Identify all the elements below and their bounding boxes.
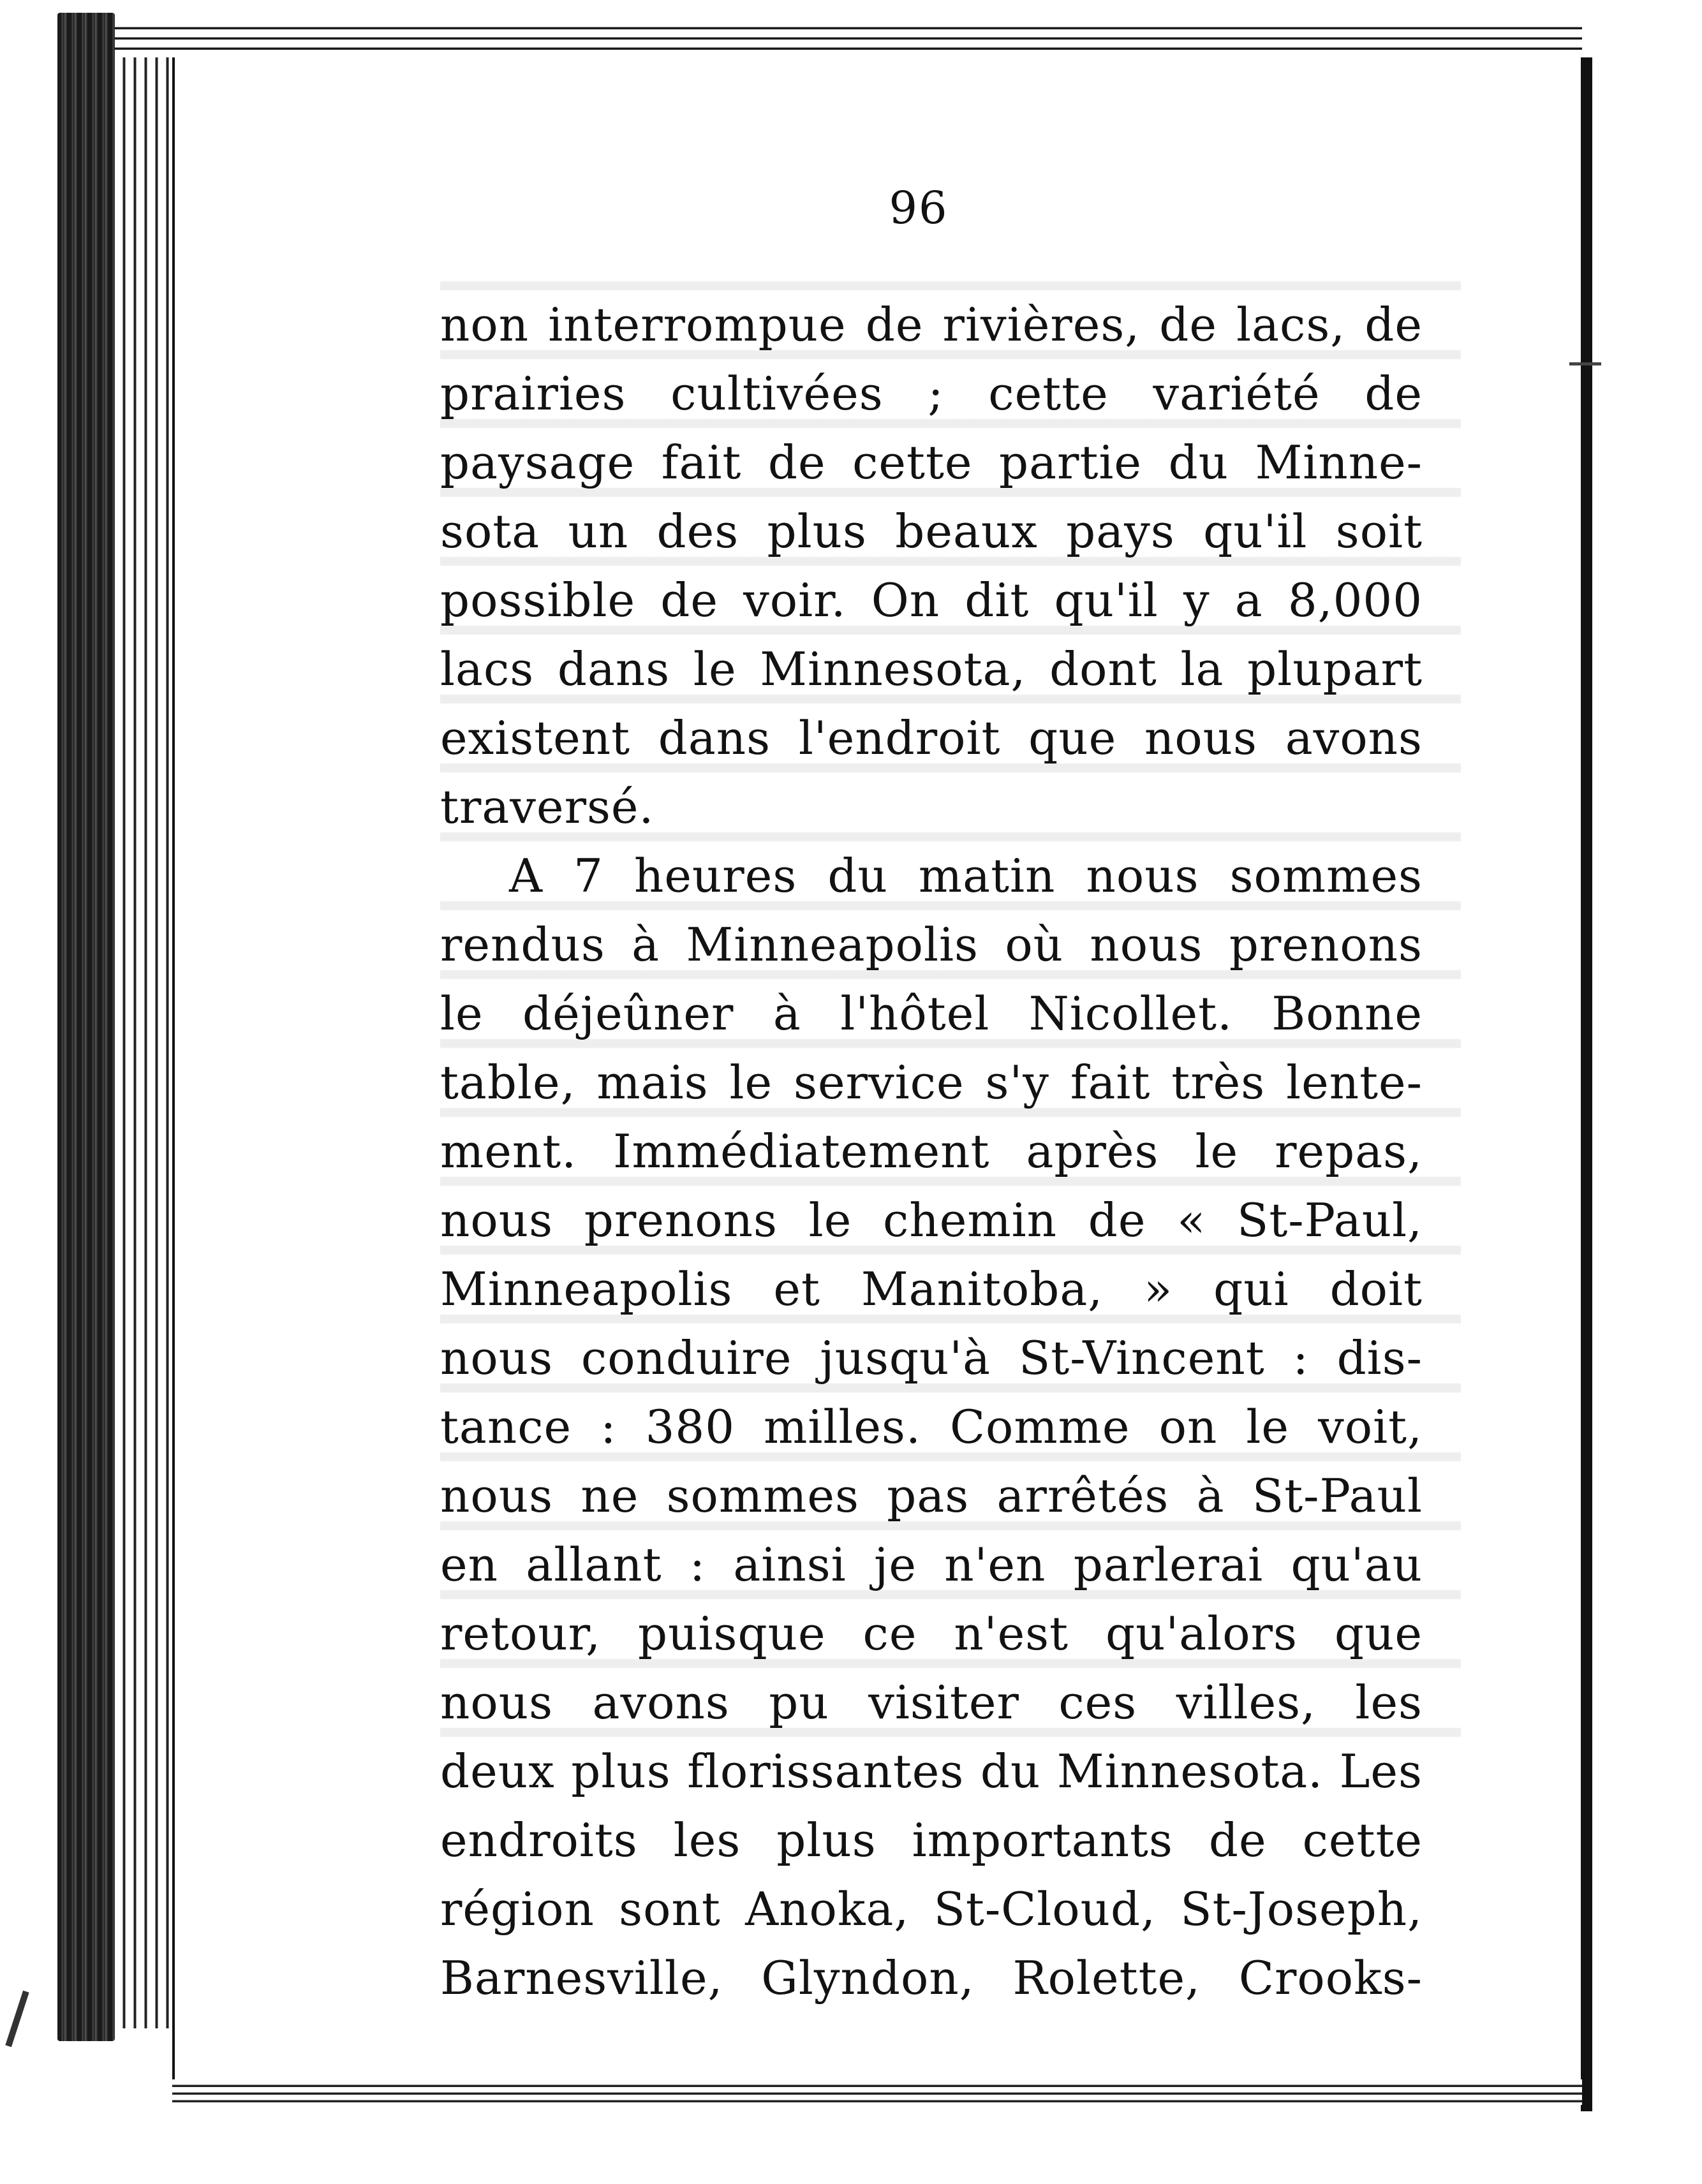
- text-line: Barnesville, Glyndon, Rolette, Crooks-: [440, 1951, 1423, 2005]
- text-line: non interrompue de rivières, de lacs, de: [440, 298, 1423, 351]
- text-line: retour, puisque ce n'est qu'alors que: [440, 1607, 1423, 1660]
- text-line: A 7 heures du matin nous sommes: [509, 849, 1423, 903]
- text-line: deux plus florissantes du Minnesota. Les: [440, 1745, 1423, 1798]
- right-page-border: [1581, 57, 1592, 2111]
- text-line: nous prenons le chemin de « St-Paul,: [440, 1193, 1423, 1247]
- body-text: [440, 290, 1423, 2012]
- text-line: nous conduire jusqu'à St-Vincent : dis-: [440, 1331, 1423, 1385]
- page-edge-stack: [57, 13, 115, 2041]
- text-line: prairies cultivées ; cette variété de: [440, 367, 1423, 420]
- text-line: nous ne sommes pas arrêtés à St-Paul: [440, 1469, 1423, 1523]
- text-line: ment. Immédiatement après le repas,: [440, 1125, 1423, 1178]
- text-line: région sont Anoka, St-Cloud, St-Joseph,: [440, 1882, 1423, 1936]
- text-line: table, mais le service s'y fait très lente-: [440, 1056, 1423, 1109]
- text-line: rendus à Minneapolis où nous prenons: [440, 918, 1423, 971]
- text-line: en allant : ainsi je n'en parlerai qu'au: [440, 1538, 1423, 1591]
- text-line: nous avons pu visiter ces villes, les: [440, 1676, 1423, 1729]
- text-line: existent dans l'endroit que nous avons: [440, 711, 1423, 765]
- text-line: traversé.: [440, 780, 655, 834]
- text-line: le déjeûner à l'hôtel Nicollet. Bonne: [440, 987, 1423, 1040]
- text-line: tance : 380 milles. Comme on le voit,: [440, 1400, 1423, 1454]
- text-line: Minneapolis et Manitoba, » qui doit: [440, 1262, 1423, 1316]
- text-line: endroits les plus importants de cette: [440, 1813, 1423, 1867]
- margin-dash: [1569, 362, 1601, 365]
- page-edge-lines: [115, 26, 172, 2028]
- text-line: sota un des plus beaux pays qu'il soit: [440, 505, 1423, 558]
- bottom-page-edges: [172, 2079, 1582, 2105]
- page-number: 96: [889, 182, 949, 234]
- text-line: possible de voir. On dit qu'il y a 8,000: [440, 573, 1423, 627]
- margin-mark: [5, 1991, 29, 2048]
- facing-page-sliver: [1592, 57, 1702, 2111]
- text-line: paysage fait de cette partie du Minne-: [440, 436, 1423, 489]
- top-page-edges: [115, 19, 1582, 57]
- text-line: lacs dans le Minnesota, dont la plupart: [440, 642, 1423, 696]
